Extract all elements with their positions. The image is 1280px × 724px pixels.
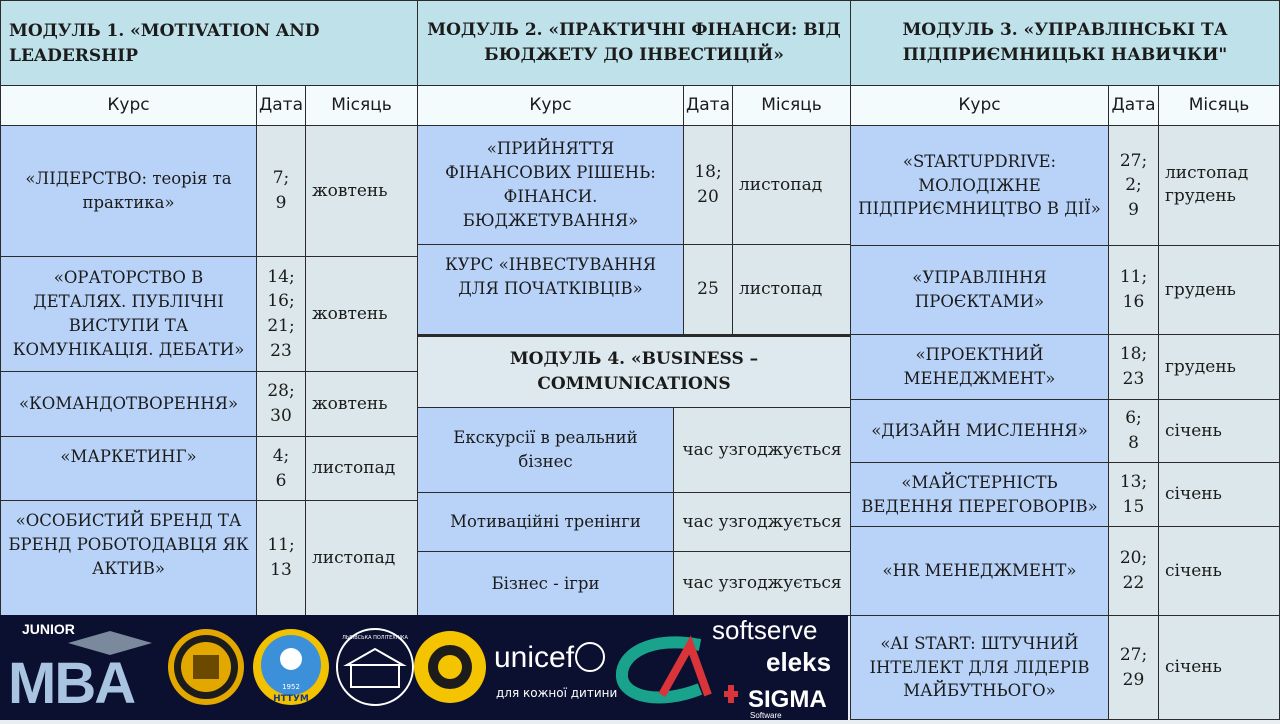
m3-row-4-month: січень	[1158, 399, 1280, 463]
m3-header-date: Дата	[1108, 85, 1159, 126]
m1-row-2-date: 14; 16; 21; 23	[256, 256, 306, 372]
m1-row-1-month: жовтень	[305, 125, 418, 257]
m1-row-4-month: листопад	[305, 436, 418, 501]
m3-row-2-month: грудень	[1158, 245, 1280, 335]
m3-row-1-date: 27; 2; 9	[1108, 125, 1159, 246]
m1-row-1-course: «ЛІДЕРСТВО: теорія та практика»	[0, 125, 257, 257]
lviv-polytechnic-label: ЛЬВІВСЬКА ПОЛІТЕХНІКА	[342, 635, 408, 641]
m3-row-2-date: 11; 16	[1108, 245, 1159, 335]
unicef-label: unicef	[494, 641, 575, 674]
m3-row-5-course: «МАЙСТЕРНІСТЬ ВЕДЕННЯ ПЕРЕГОВОРІВ»	[850, 462, 1109, 527]
m2-row-1-month: листопад	[732, 125, 851, 245]
sigma-cross-icon	[724, 685, 738, 703]
unicef-subtitle: для кожної дитини	[496, 686, 618, 700]
m1-header-month: Місяць	[305, 85, 418, 126]
m1-row-1-date: 7; 9	[256, 125, 306, 257]
m2-row-1-course: «ПРИЙНЯТТЯ ФІНАНСОВИХ РІШЕНЬ: ФІНАНСИ. БЮДЖЕТУВАННЯ»	[417, 125, 684, 245]
m3-row-7-course: «AI START: ШТУЧНИЙ ІНТЕЛЕКТ ДЛЯ ЛІДЕРІВ МАЙБУТНЬОГО»	[850, 615, 1109, 720]
m1-row-4-date: 4; 6	[256, 436, 306, 501]
m1-row-2-month: жовтень	[305, 256, 418, 372]
m4-row-1-course: Екскурсії в реальний бізнес	[417, 407, 674, 493]
m2-header-month: Місяць	[732, 85, 851, 126]
m4-row-2-time: час узгоджується	[673, 492, 851, 552]
m1-row-3-month: жовтень	[305, 371, 418, 437]
nttum-logo	[253, 629, 329, 705]
nttum-year: 1952	[282, 683, 300, 691]
yellow-emblem-logo	[414, 631, 486, 703]
sigma-label: SIGMA	[748, 686, 827, 713]
m1-row-3-date: 28; 30	[256, 371, 306, 437]
module-2-title: МОДУЛЬ 2. «ПРАКТИЧНІ ФІНАНСИ: ВІД БЮДЖЕТУ ДО ІНВЕСТИЦІЙ»	[417, 0, 851, 86]
m3-row-3-month: грудень	[1158, 334, 1280, 400]
m1-row-3-course: «КОМАНДОТВОРЕННЯ»	[0, 371, 257, 437]
mba-label: MBA	[8, 651, 135, 716]
m1-row-5-course: «ОСОБИСТИЙ БРЕНД ТА БРЕНД РОБОТОДАВЦЯ ЯК АКТИВ»	[0, 500, 257, 616]
m1-row-2-course: «ОРАТОРСТВО В ДЕТАЛЯХ. ПУБЛІЧНІ ВИСТУПИ ТА КОМУНІКАЦІЯ. ДЕБАТИ»	[0, 256, 257, 372]
module-3-title: МОДУЛЬ 3. «УПРАВЛІНСЬКІ ТА ПІДПРИЄМНИЦЬКІ НАВИЧКИ"	[850, 0, 1280, 86]
m1-row-5-date: 11; 13	[256, 500, 306, 616]
m2-row-1-date: 18; 20	[683, 125, 733, 245]
m3-header-month: Місяць	[1158, 85, 1280, 126]
module-4-title: МОДУЛЬ 4. «BUSINESS – COMMUNICATIONS	[417, 334, 851, 408]
m1-row-4-course: «МАРКЕТИНГ»	[0, 436, 257, 501]
m3-row-3-date: 18; 23	[1108, 334, 1159, 400]
globe-icon	[576, 643, 604, 671]
it-companies-logos	[712, 615, 831, 720]
m4-row-3-course: Бізнес - ігри	[417, 551, 674, 616]
m3-row-3-course: «ПРОЕКТНИЙ МЕНЕДЖМЕНТ»	[850, 334, 1109, 400]
m3-row-5-month: січень	[1158, 462, 1280, 527]
m3-row-5-date: 13; 15	[1108, 462, 1159, 527]
m2-row-2-course: КУРС «ІНВЕСТУВАННЯ ДЛЯ ПОЧАТКІВЦІВ»	[417, 244, 684, 335]
m3-row-1-month: листопад грудень	[1158, 125, 1280, 246]
partner-logos-bar	[0, 615, 848, 720]
m4-row-3-time: час узгоджується	[673, 551, 851, 616]
m3-row-4-date: 6; 8	[1108, 399, 1159, 463]
m3-row-1-course: «STARTUPDRIVE: МОЛОДІЖНЕ ПІДПРИЄМНИЦТВО В ДІЇ»	[850, 125, 1109, 246]
junior-label: JUNIOR	[22, 621, 75, 637]
softserve-label: softserve	[712, 615, 818, 645]
green-ca-logo	[622, 642, 708, 697]
sigma-subtitle: Software	[750, 711, 782, 720]
academy-emblem-logo	[168, 629, 244, 705]
m3-row-6-date: 20; 22	[1108, 526, 1159, 616]
m3-row-7-month: січень	[1158, 615, 1280, 720]
m1-row-5-month: листопад	[305, 500, 418, 616]
m3-row-4-course: «ДИЗАЙН МИСЛЕННЯ»	[850, 399, 1109, 463]
m3-row-6-course: «HR МЕНЕДЖМЕНТ»	[850, 526, 1109, 616]
module-1-title: МОДУЛЬ 1. «MOTIVATION AND LEADERSHIP	[0, 0, 418, 86]
m4-row-2-course: Мотиваційні тренінги	[417, 492, 674, 552]
m2-header-date: Дата	[683, 85, 733, 126]
nttum-label: НТТУМ	[273, 694, 309, 704]
lviv-polytechnic-logo	[337, 629, 413, 705]
m2-row-2-date: 25	[683, 244, 733, 335]
m1-header-course: Курс	[0, 85, 257, 126]
m3-row-7-date: 27; 29	[1108, 615, 1159, 720]
m4-row-1-time: час узгоджується	[673, 407, 851, 493]
m1-header-date: Дата	[256, 85, 306, 126]
eleks-label: eleks	[766, 647, 832, 677]
m3-row-6-month: січень	[1158, 526, 1280, 616]
m3-row-2-course: «УПРАВЛІННЯ ПРОЄКТАМИ»	[850, 245, 1109, 335]
unicef-logo	[494, 641, 617, 700]
partner-logos	[0, 615, 848, 720]
m2-row-2-month: листопад	[732, 244, 851, 335]
m2-header-course: Курс	[417, 85, 684, 126]
junior-mba-logo	[8, 621, 152, 716]
m3-header-course: Курс	[850, 85, 1109, 126]
